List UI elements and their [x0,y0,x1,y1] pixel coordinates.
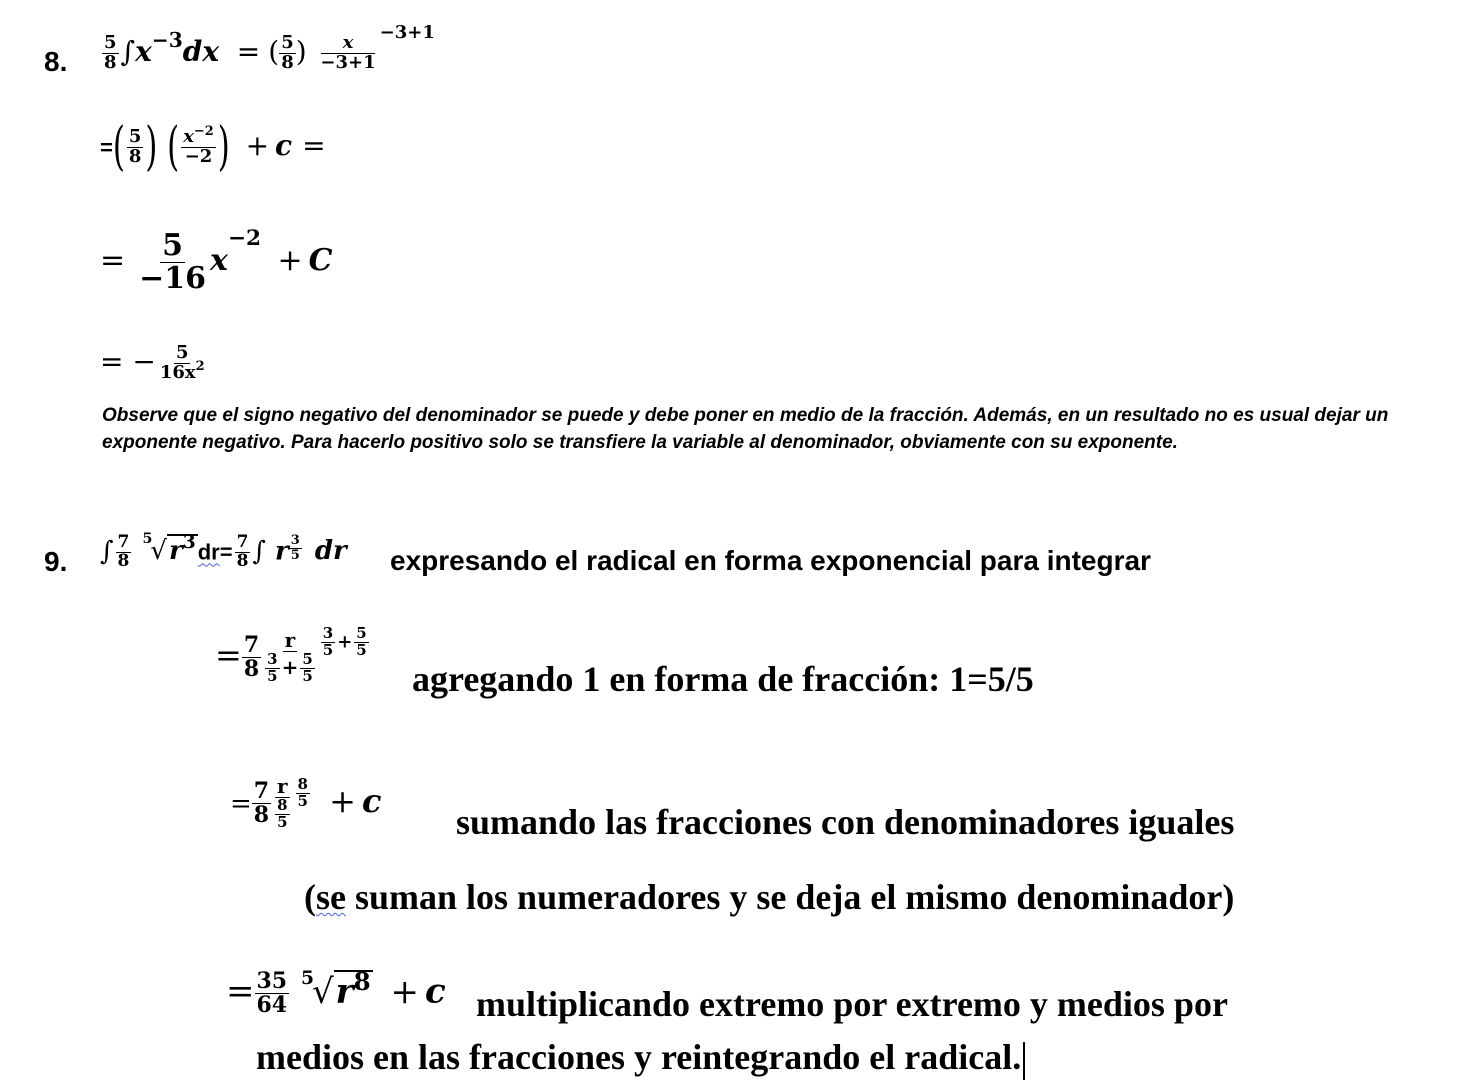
coef-fraction [102,34,119,73]
equals: = [100,134,113,160]
coef-den: 64 [256,992,288,1019]
exp-num: 8 [297,775,308,794]
exp-fraction [289,534,302,562]
result-num: 5 [175,342,189,363]
problem-9-number: 9. [44,546,68,577]
const-c: c [275,128,293,162]
coef-fraction [116,534,132,571]
power-num: r [284,628,296,652]
den-a [265,652,279,685]
root-index: 5 [300,966,314,989]
problem-9-line-1 [100,531,347,571]
exp-b-den: 5 [356,640,367,659]
coef-fraction [137,230,208,294]
exp-den: 5 [290,547,300,563]
problem-8-line-1 [100,22,435,73]
text-cursor [1023,1042,1025,1080]
const-c: c [424,971,446,1012]
problem-9-line-2-text: agregando 1 en forma de fracción: 1=5/5 [412,659,1034,699]
var-x: x [135,34,152,68]
const-c: c [361,781,382,820]
plus: + [277,243,303,278]
problem-9-line-5 [226,966,446,1019]
coef-num: 7 [243,631,260,658]
equals: = [100,243,126,278]
equals: = [236,34,261,68]
paren-open: ( [304,877,316,917]
exp-b-num: 5 [356,624,367,642]
coef-den: 8 [117,550,130,571]
integral-sign-2: ∫ [252,536,266,567]
var-r: r [275,536,289,567]
power-num: x [321,34,376,54]
integral-sign: ∫ [120,34,136,68]
const-fraction [127,128,144,167]
den-base: 16x [159,361,196,383]
problem-8-number: 8. [44,46,68,77]
radicand-var: r [335,971,354,1012]
integral-sign: ∫ [100,536,114,567]
coef-fraction [255,970,290,1017]
coef-den: 8 [104,51,117,73]
den-den: 5 [277,812,288,831]
const-den: 8 [128,145,142,167]
den-num: 8 [277,796,288,814]
exp: −3 [151,28,183,52]
coef-den: 8 [253,801,270,828]
coef-num: 7 [117,532,130,552]
power-fraction [261,630,319,685]
den-frac [275,798,289,831]
x-num [181,124,216,148]
const-num: 5 [281,32,294,53]
radicand [334,966,373,1012]
exp-a [321,626,335,659]
radicand [167,531,198,567]
coef-fraction [252,777,271,828]
problem-8-note: Observe que el signo negativo del denominador se puede y debe poner en medio de la fracción. Además, en un resultado no es usual dejar un exponente negativo. Para hacerlo positivo solo se transfiere la variable al denominador, obviamente con su exponente. [102,405,1389,453]
line-4-rest: suman los numeradores y se deja el mismo denominador) [346,877,1235,917]
result-den [158,358,207,383]
power-exp: −3+1 [379,22,435,43]
den-exp: 2 [195,358,205,374]
den-a-den: 5 [267,666,278,685]
equals-2: = [302,128,326,162]
rparen-2: ) [217,116,230,178]
radicand-exp: 8 [353,966,371,996]
power-fraction [271,776,293,831]
x-var: x [183,126,194,147]
exp-plus: + [337,631,353,653]
result-fraction [158,344,207,383]
problem-9-line-5-text: multiplicando extremo por extremo y medios por [476,984,1228,1024]
exp-b [354,626,368,659]
coef-den: −16 [139,260,207,296]
const-fraction [279,34,296,73]
dr: dr [197,539,220,565]
radicand-var: r [168,536,183,567]
const-num: 5 [128,126,142,147]
plus: + [329,781,356,820]
var-x: x [210,243,228,278]
den-b-num: 5 [302,650,313,668]
power-fraction [318,34,377,73]
problem-8-line-4 [100,344,209,383]
exp: −2 [227,226,262,251]
plus: + [390,971,419,1012]
coef-num: 5 [162,228,184,263]
rparen: ) [295,34,307,68]
lparen-2: ( [167,116,180,178]
coef-den: 8 [243,655,260,682]
coef-fraction-2 [235,534,251,571]
power-den [261,652,319,685]
coef-num: 35 [256,968,288,994]
power-exp [319,626,371,659]
exp-a-den: 5 [322,640,334,659]
coef-num: 7 [253,777,270,804]
word-se: se [316,877,346,917]
root-index: 5 [142,531,153,548]
const-den: 8 [281,51,294,73]
power-den: −3+1 [320,51,376,73]
exp-a-num: 3 [322,624,334,642]
power-exp [294,772,312,810]
equals: = [230,788,252,819]
x-exp: −2 [193,124,214,139]
rparen: ) [145,116,158,178]
problem-9-line-3 [230,776,381,831]
den-plus: + [281,654,299,679]
exp-den: 5 [297,792,308,810]
problem-9-line-2 [215,624,371,685]
equals-minus: = − [100,344,156,378]
power-den [271,798,293,831]
exp-num: 3 [290,533,300,548]
den-b-den: 5 [302,666,313,685]
line-5-text-2: medios en las fracciones y reintegrando el radical. [256,1037,1022,1077]
coef2-num: 7 [236,532,249,552]
coef-num: 5 [104,32,117,53]
x-fraction [181,124,216,167]
lparen: ( [268,34,280,68]
coef2-den: 8 [236,550,249,571]
radical [300,966,373,1012]
problem-9-line-4 [304,876,1234,918]
radical-sign: √ [150,536,167,567]
problem-9-line-3-text: sumando las fracciones con denominadores iguales [456,802,1235,842]
problem-9-line-1-text: expresando el radical en forma exponencial para integrar [390,545,1151,576]
problem-8-line-3 [100,226,333,296]
exp-frac [296,777,310,810]
const-c: C [308,243,333,278]
den-a-num: 3 [267,650,278,668]
coef-fraction [242,631,261,682]
radical [142,531,197,567]
radical-sign: √ [311,971,334,1012]
radicand-exp: 3 [182,531,196,554]
problem-9-line-5-text-2 [256,1036,1025,1080]
power-num: r [277,774,288,798]
equals: = [219,539,233,565]
lparen: ( [112,116,125,178]
equals: = [226,971,255,1012]
equals: = [215,635,242,674]
dx: dx [182,34,220,68]
den-b [300,652,314,685]
problem-8-line-2 [100,116,326,178]
x-den: −2 [184,145,213,167]
plus: + [245,128,270,162]
dr-2: dr [314,536,347,567]
